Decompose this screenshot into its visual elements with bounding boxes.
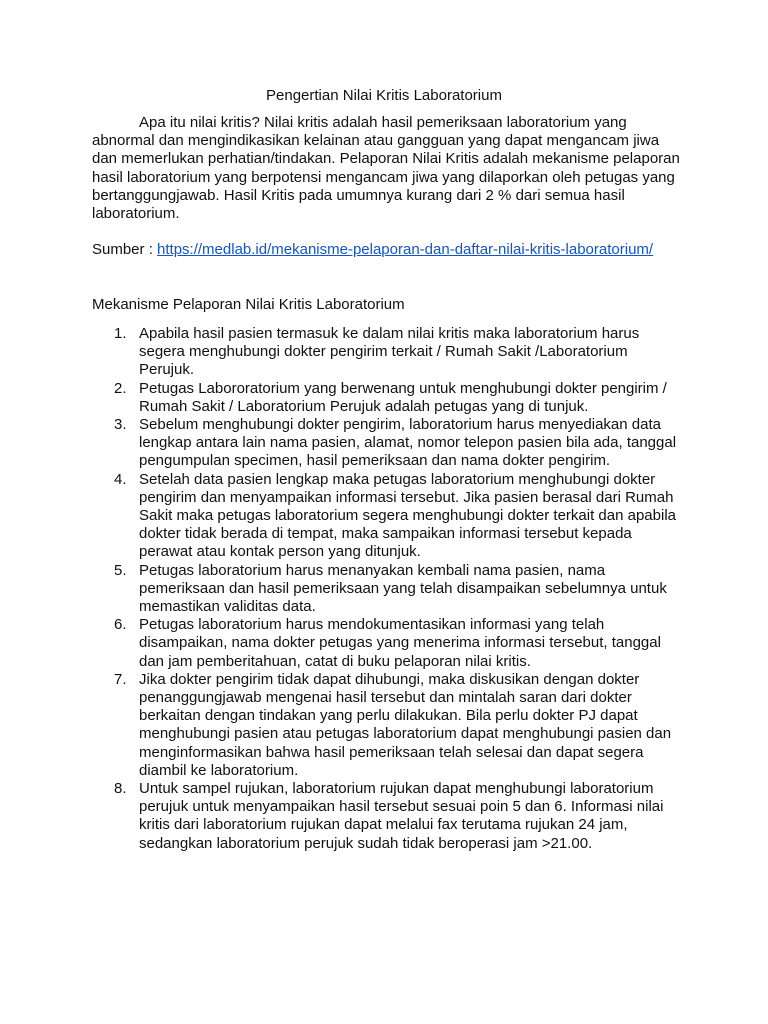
- source-label: Sumber :: [92, 241, 158, 258]
- list-item: [92, 671, 682, 780]
- list-item-text: Petugas Labororatorium yang berwenang untuk menghubungi dokter pengirim / Rumah Sakit / Laboratorium Perujuk adalah petugas yang di tunjuk.: [139, 379, 667, 415]
- list-item-number: 8.: [114, 780, 127, 798]
- list-item-text: Petugas laboratorium harus menanyakan kembali nama pasien, nama pemeriksaan dan hasil pemeriksaan yang telah disampaikan sebelumnya untuk memastikan validitas data.: [139, 561, 667, 616]
- list-item-text: Petugas laboratorium harus mendokumentasikan informasi yang telah disampaikan, nama dokter petugas yang menerima informasi tersebut, tanggal dan jam pemberitahuan, catat di buku pelaporan nilai kritis.: [139, 616, 661, 670]
- list-item-text: Jika dokter pengirim tidak dapat dihubungi, maka diskusikan dengan dokter penanggungjawab mengenai hasil tersebut dan mintalah saran dari dokter berkaitan dengan tindakan yang perlu dilakukan. Bila perlu dokter PJ dapat menghubungi pasien atau petugas laboratorium dapat menghubungi pasien dan menginformasikan bahwa hasil pemeriksaan telah selesai dan dapat segera diambil ke laboratorium.: [139, 670, 672, 779]
- list-item: [92, 471, 682, 562]
- list-item-number: 6.: [114, 616, 127, 634]
- page-title: Pengertian Nilai Kritis Laboratorium: [266, 87, 502, 104]
- list-item-number: 5.: [114, 561, 127, 579]
- list-item-number: 1.: [114, 325, 127, 342]
- list-item-number: 2.: [114, 379, 127, 397]
- list-item: [92, 416, 682, 471]
- list-item: [92, 325, 682, 380]
- list-item-text: Apabila hasil pasien termasuk ke dalam nilai kritis maka laboratorium harus segera menghubungi dokter pengirim terkait / Rumah Sakit /Laboratorium Perujuk.: [139, 325, 640, 379]
- list-item-text: Setelah data pasien lengkap maka petugas laboratorium menghubungi dokter pengirim dan menyampaikan informasi tersebut. Jika pasien berasal dari Rumah Sakit maka petugas laboratorium segera menghubungi dokter terkait dan apabila dokter tidak berada di tempat, maka sampaikan informasi tersebut kepada perawat atau kontak person yang ditunjuk.: [139, 470, 676, 561]
- source-link[interactable]: https://medlab.id/mekanisme-pelaporan-dan-daftar-nilai-kritis-laboratorium/: [157, 241, 654, 258]
- list-item: [92, 780, 682, 853]
- list-item: [92, 562, 682, 617]
- source-line: [92, 241, 692, 259]
- steps-list: [92, 325, 682, 853]
- list-item: [92, 616, 682, 671]
- list-item-text: Untuk sampel rujukan, laboratorium rujukan dapat menghubungi laboratorium perujuk untuk menyampaikan hasil tersebut sesuai poin 5 dan 6. Informasi nilai kritis dari laboratorium rujukan dapat melalui fax terutama rujukan 24 jam, sedangkan laboratorium perujuk sudah tidak beroperasi jam >21.00.: [139, 780, 664, 852]
- intro-paragraph: Apa itu nilai kritis? Nilai kritis adalah hasil pemeriksaan laboratorium yang abnormal dan mengindikasikan kelainan atau gangguan yang dapat mengancam jiwa dan memerlukan perhatian/tindakan. Pelaporan Nilai Kritis adalah mekanisme pelaporan hasil laboratorium yang berpotensi mengancam jiwa yang dilaporkan oleh petugas yang bertanggungjawab. Hasil Kritis pada umumnya kurang dari 2 % dari semua hasil laboratorium.: [92, 114, 680, 223]
- section-heading: Mekanisme Pelaporan Nilai Kritis Laboratorium: [92, 296, 405, 313]
- list-item-number: 7.: [114, 670, 127, 688]
- list-item-number: 4.: [114, 470, 127, 488]
- list-item-text: Sebelum menghubungi dokter pengirim, laboratorium harus menyediakan data lengkap antara lain nama pasien, alamat, nomor telepon pasien bila ada, tanggal pengumpulan specimen, hasil pemeriksaan dan nama dokter pengirim.: [139, 416, 677, 470]
- list-item: [92, 380, 682, 416]
- list-item-number: 3.: [114, 416, 127, 434]
